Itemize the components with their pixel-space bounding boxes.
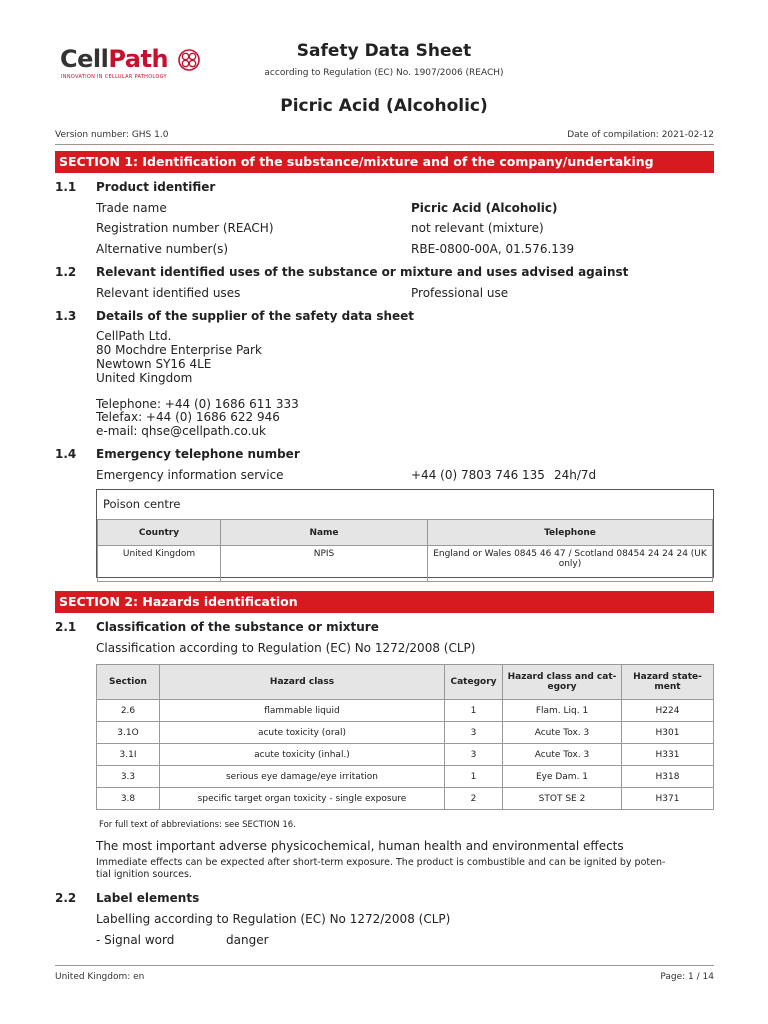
regulation-subtitle: according to Regulation (EC) No. 1907/2006 (REACH) (264, 68, 504, 78)
section-1-2-title: Relevant identified uses of the substance or mixture and uses advised against (96, 265, 629, 279)
footer-divider (55, 965, 714, 966)
clp-classification-line: Classification according to Regulation (EC) No 1272/2008 (CLP) (96, 641, 476, 655)
table-cell: 3.1I (97, 744, 160, 766)
section-1-4-number: 1.4 (55, 447, 77, 461)
table-header-row (97, 665, 714, 700)
table-cell: H224 (622, 700, 714, 722)
table-cell: 3.8 (97, 788, 160, 810)
table-cell: Acute Tox. 3 (503, 744, 622, 766)
table-cell: serious eye damage/eye irritation (160, 766, 445, 788)
section-1-4-title: Emergency telephone number (96, 447, 300, 461)
emergency-label: Emergency information service (96, 468, 284, 482)
address-line: Newtown SY16 4LE (96, 357, 212, 371)
table-cell: H371 (622, 788, 714, 810)
table-cell: 3 (445, 722, 503, 744)
reach-label: Registration number (REACH) (96, 221, 274, 235)
email-link[interactable]: e-mail: qhse@cellpath.co.uk (96, 424, 266, 438)
signal-word-label: - Signal word (96, 933, 175, 947)
table-cell: acute toxicity (inhal.) (160, 744, 445, 766)
meta-row (55, 130, 714, 140)
column-header: Category (445, 665, 503, 700)
table-cell: specific target organ toxicity - single exposure (160, 788, 445, 810)
reach-value: not relevant (mixture) (411, 221, 544, 235)
footer-locale: United Kingdom: en (55, 972, 145, 982)
poison-centre-title: Poison centre (103, 497, 181, 511)
hazard-classification-table (96, 664, 714, 810)
section-2-bar: SECTION 2: Hazards identification (55, 591, 714, 613)
compilation-date: Date of compilation: 2021-02-12 (567, 130, 714, 140)
footer-page-number: Page: 1 / 14 (660, 972, 714, 982)
address-line: United Kingdom (96, 371, 193, 385)
table-cell: Flam. Liq. 1 (503, 700, 622, 722)
uses-value: Professional use (411, 286, 509, 300)
logo-text-path: Path (108, 45, 169, 73)
logo-tagline: INNOVATION IN CELLULAR PATHOLOGY (61, 74, 167, 80)
section-1-3-title: Details of the supplier of the safety data sheet (96, 309, 415, 323)
table-cell: 1 (445, 700, 503, 722)
labelling-line: Labelling according to Regulation (EC) No 1272/2008 (CLP) (96, 912, 451, 926)
table-row (97, 766, 714, 788)
table-cell: 2 (445, 788, 503, 810)
alternative-number-value: RBE-0800-00A, 01.576.139 (411, 242, 575, 256)
table-cell: H318 (622, 766, 714, 788)
section-1-3-number: 1.3 (55, 309, 77, 323)
telephone-line: Telephone: +44 (0) 1686 611 333 (96, 397, 299, 411)
table-row (97, 700, 714, 722)
table-row (97, 722, 714, 744)
section-1-2-number: 1.2 (55, 265, 77, 279)
document-title: Safety Data Sheet (296, 41, 472, 61)
table-cell: 3.1O (97, 722, 160, 744)
uses-label: Relevant identified uses (96, 286, 241, 300)
column-header: Country (98, 520, 221, 546)
header-divider (55, 144, 714, 145)
signal-word-value: danger (226, 933, 269, 947)
trade-name-label: Trade name (96, 201, 167, 215)
table-cell: 1 (445, 766, 503, 788)
emergency-phone: +44 (0) 7803 746 135 (411, 468, 545, 482)
trade-name-value: Picric Acid (Alcoholic) (411, 201, 558, 215)
table-cell: Eye Dam. 1 (503, 766, 622, 788)
section-1-bar: SECTION 1: Identification of the substance/mixture and of the company/undertaking (55, 151, 714, 173)
table-row (98, 546, 713, 582)
column-header: Name (221, 520, 428, 546)
section-1-1-title: Product identifier (96, 180, 216, 194)
section-2-2-number: 2.2 (55, 891, 77, 905)
alternative-number-label: Alternative number(s) (96, 242, 229, 256)
telefax-line: Telefax: +44 (0) 1686 622 946 (96, 410, 280, 424)
table-row (97, 744, 714, 766)
poison-centre-table (97, 519, 713, 582)
table-cell: NPIS (221, 546, 428, 582)
table-cell: England or Wales 0845 46 47 / Scotland 08454 24 24 24 (UK only) (428, 546, 713, 582)
section-2-1-title: Classification of the substance or mixture (96, 620, 379, 634)
logo-text-cell: Cell (60, 45, 109, 73)
table-row (97, 788, 714, 810)
column-header: Hazard class (160, 665, 445, 700)
table-cell: United Kingdom (98, 546, 221, 582)
table-cell: H301 (622, 722, 714, 744)
emergency-hours: 24h/7d (554, 468, 597, 482)
poison-centre-box (96, 489, 714, 578)
table-header-row (98, 520, 713, 546)
table-cell: STOT SE 2 (503, 788, 622, 810)
table-cell: flammable liquid (160, 700, 445, 722)
section-2-2-title: Label elements (96, 891, 200, 905)
address-line: CellPath Ltd. (96, 329, 172, 343)
effects-text: Immediate effects can be expected after short-term exposure. The product is combustible and can be ignited by poten- (96, 857, 666, 868)
version-number: Version number: GHS 1.0 (55, 130, 169, 140)
column-header: Section (97, 665, 160, 700)
section-2-1-number: 2.1 (55, 620, 77, 634)
section-1-1-number: 1.1 (55, 180, 77, 194)
table-cell: 3.3 (97, 766, 160, 788)
effects-text: tial ignition sources. (96, 869, 192, 880)
table-cell: 3 (445, 744, 503, 766)
column-header: Hazard state-ment (622, 665, 714, 700)
column-header: Telephone (428, 520, 713, 546)
product-title: Picric Acid (Alcoholic) (280, 96, 488, 116)
column-header: Hazard class and cat-egory (503, 665, 622, 700)
table-cell: Acute Tox. 3 (503, 722, 622, 744)
effects-title: The most important adverse physicochemical, human health and environmental effects (96, 839, 624, 853)
table-cell: 2.6 (97, 700, 160, 722)
abbreviation-note: For full text of abbreviations: see SECTION 16. (99, 820, 296, 830)
address-line: 80 Mochdre Enterprise Park (96, 343, 262, 357)
table-cell: acute toxicity (oral) (160, 722, 445, 744)
table-cell: H331 (622, 744, 714, 766)
